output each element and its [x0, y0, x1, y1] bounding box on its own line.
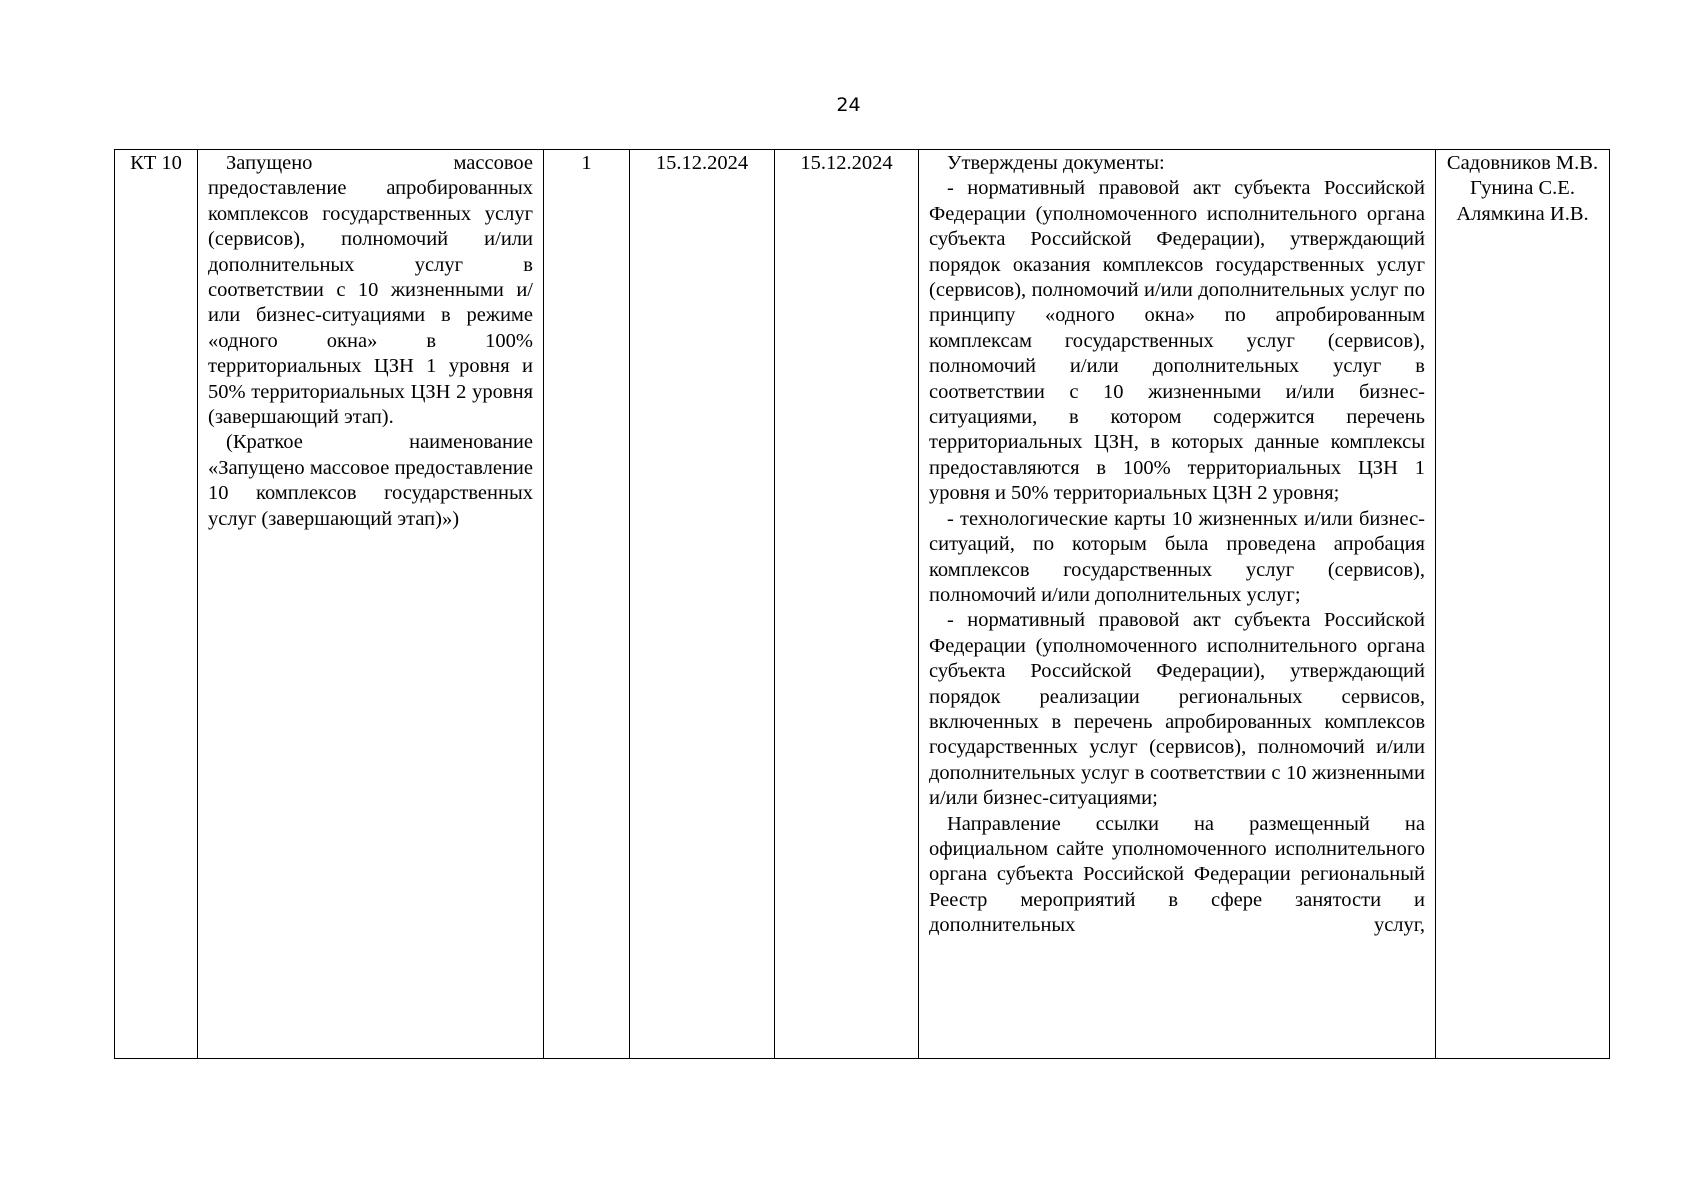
- document-item: - технологические карты 10 жизненных и/или бизнес-ситуаций, по которым была проведена апробация комплексов государственных услуг (сервисов), полномочий и/или дополнительных услуг;: [929, 507, 1425, 606]
- documents-cell: [919, 150, 1436, 1059]
- row-code-cell: [115, 150, 198, 1059]
- row-code: КТ 10: [130, 152, 182, 174]
- responsible-person: Алямкина И.В.: [1456, 202, 1589, 225]
- responsible-person: Гунина С.Е.: [1470, 177, 1575, 200]
- document-item: - нормативный правовой акт субъекта Российской Федерации (уполномоченного исполнительного органа субъекта Российской Федерации), утверждающий порядок оказания комплексов государственных услуг (сервисов), полномочий и/или дополнительных услуг по принципу «одного окна» по апробированным комплексам государственных услуг (сервисов), полномочий и/или дополнительных услуг в соответствии с 10 жизненными и/или бизнес-ситуациями, в котором содержится перечень территориальных ЦЗН, в которых данные комплексы предоставляются в 100% территориальных ЦЗН 1 уровня и 50% территориальных ЦЗН 2 уровня;: [929, 177, 1425, 505]
- start-date: 15.12.2024: [655, 152, 749, 174]
- number-cell: [544, 150, 630, 1059]
- table-row: [115, 150, 1610, 1059]
- event-short-name: (Краткое наименование «Запущено массовое предоставление 10 комплексов государственных услуг (завершающий этап)»): [208, 431, 533, 530]
- documents-tail: Направление ссылки на размещенный на официальном сайте уполномоченного исполнительного органа субъекта Российской Федерации региональный Реестр мероприятий в сфере занятости и дополнительных услуг,: [929, 812, 1425, 937]
- responsible-cell: [1436, 150, 1610, 1059]
- responsible-person: Садовников М.В.: [1446, 152, 1599, 174]
- description-cell: [198, 150, 544, 1059]
- page-number: 24: [836, 94, 861, 116]
- start-date-cell: [630, 150, 775, 1059]
- documents-heading: Утверждены документы:: [947, 152, 1165, 174]
- document-item: - нормативный правовой акт субъекта Российской Федерации (уполномоченного исполнительного органа субъекта Российской Федерации), утверждающий порядок реализации региональных сервисов, включенных в перечень апробированных комплексов государственных услуг (сервисов), полномочий и/или дополнительных услуг в соответствии с 10 жизненными и/или бизнес-ситуациями;: [929, 609, 1425, 810]
- end-date: 15.12.2024: [800, 152, 893, 174]
- row-number: 1: [581, 152, 592, 174]
- event-description: Запущено массовое предоставление апробированных комплексов государственных услуг (сервисов), полномочий и/или дополнительных услуг в соответствии с 10 жизненными и/или бизнес-ситуациями в режиме «одного окна» в 100% территориальных ЦЗН 1 уровня и 50% территориальных ЦЗН 2 уровня (завершающий этап).: [208, 152, 533, 429]
- document-table: [114, 149, 1610, 1059]
- end-date-cell: [775, 150, 919, 1059]
